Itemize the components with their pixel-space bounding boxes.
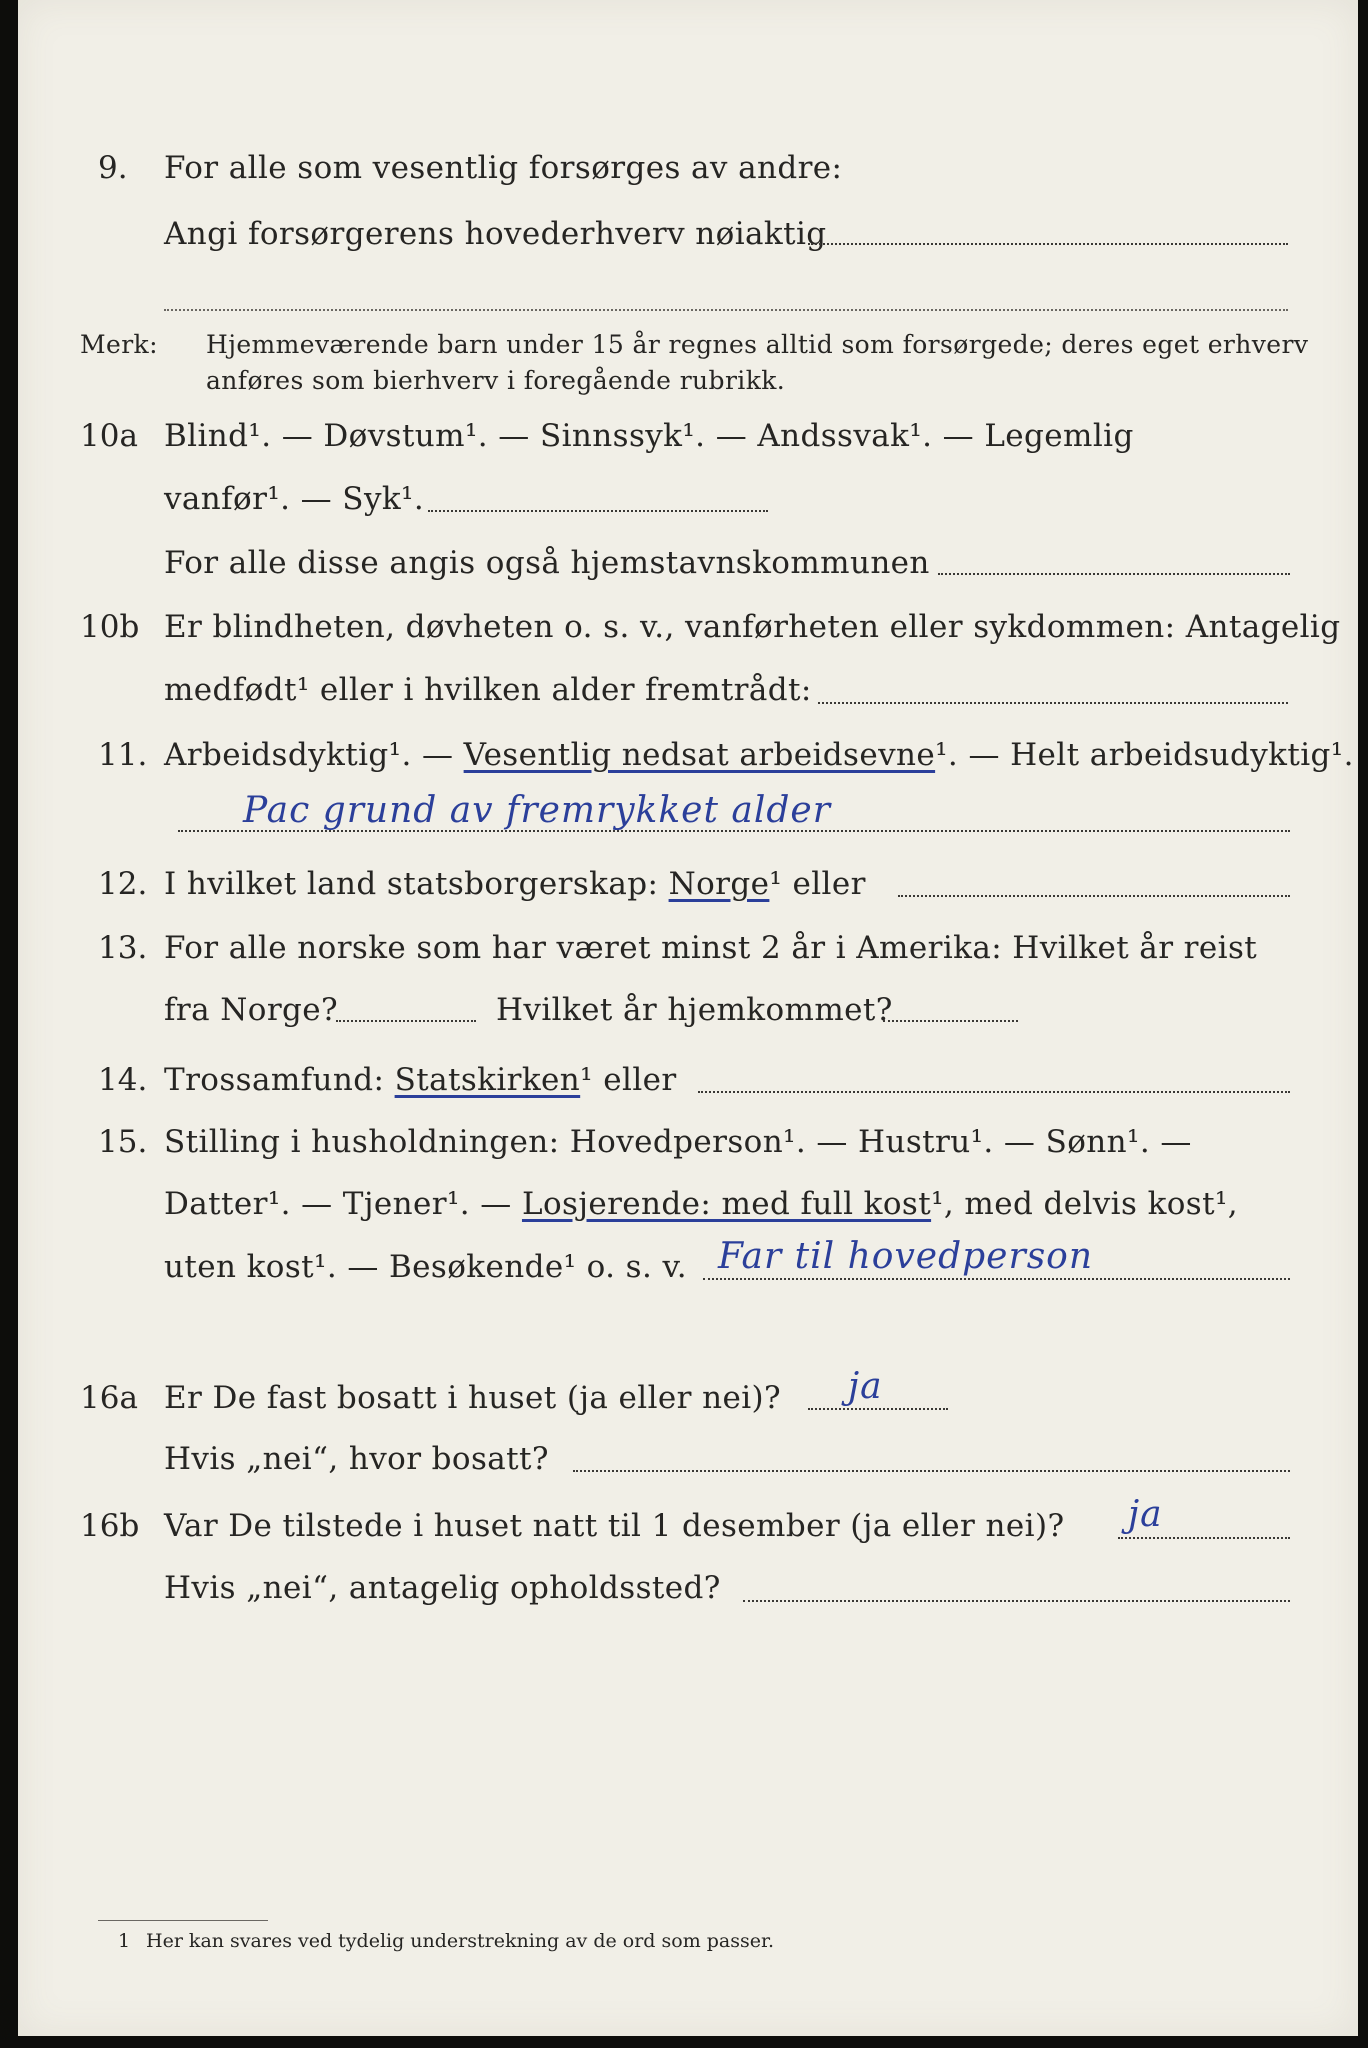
q10a-line2: vanfør¹. — Syk¹. — [164, 481, 425, 517]
q16b-dotted-line — [1118, 1537, 1290, 1539]
q15-line2: Datter¹. — Tjener¹. — Losjerende: med full kost¹, med delvis kost¹, — [164, 1186, 1239, 1222]
q11-underlined-answer: Vesentlig nedsat arbeidsevne — [463, 737, 936, 773]
q16a-line2: Hvis „nei“, hvor bosatt? — [164, 1441, 549, 1477]
q15-line3: uten kost¹. — Besøkende¹ o. s. v. — [164, 1249, 687, 1285]
merk-line2: anføres som bierhverv i foregående rubrikk. — [206, 366, 786, 395]
q12-underlined-answer: Norge — [668, 866, 770, 902]
q10b-dotted-line — [818, 702, 1288, 704]
q10b-line1: Er blindheten, døvheten o. s. v., vanførheten eller sykdommen: Antagelig — [164, 609, 1341, 645]
q14-underlined-answer: Statskirken — [394, 1062, 581, 1098]
q13-line1: For alle norske som har været minst 2 år i Amerika: Hvilket år reist — [164, 930, 1258, 966]
q13-line2a: fra Norge? — [164, 992, 339, 1028]
q13-line2b: Hvilket år hjemkommet? — [496, 992, 893, 1028]
q14-dotted-line — [698, 1091, 1290, 1093]
q11-dotted-line — [178, 830, 1290, 832]
q10b-number: 10b — [80, 609, 140, 645]
q16a-line1: Er De fast bosatt i huset (ja eller nei)? — [164, 1380, 782, 1416]
q10a-line3: For alle disse angis også hjemstavnskommunen — [164, 545, 930, 581]
q16b-number: 16b — [80, 1508, 140, 1544]
q16b-opholdssted-dotted-line — [743, 1600, 1290, 1602]
q9-number: 9. — [98, 150, 128, 186]
q10a-dotted-line — [938, 573, 1290, 575]
q16a-number: 16a — [80, 1380, 138, 1416]
footnote-mark: 1 — [118, 1930, 131, 1952]
q16a-bosatt-dotted-line — [573, 1470, 1290, 1472]
q14-line: Trossamfund: Statskirken¹ eller — [164, 1062, 677, 1098]
q14-number: 14. — [98, 1062, 148, 1098]
census-form-page — [18, 0, 1358, 2036]
q15-dotted-line — [703, 1278, 1290, 1280]
q11-number: 11. — [98, 737, 148, 773]
q16b-line1: Var De tilstede i huset natt til 1 desember (ja eller nei)? — [164, 1508, 1065, 1544]
footnote-rule — [98, 1920, 268, 1921]
q16a-handwritten-answer: ja — [848, 1366, 883, 1407]
q10a-number: 10a — [80, 418, 138, 454]
q16b-line2: Hvis „nei“, antagelig opholdssted? — [164, 1570, 721, 1606]
q11-line1: Arbeidsdyktig¹. — Vesentlig nedsat arbeidsevne¹. — Helt arbeidsudyktig¹. — [164, 737, 1354, 773]
q9-line2: Angi forsørgerens hovederhverv nøiaktig — [164, 216, 827, 252]
q10b-line2: medfødt¹ eller i hvilken alder fremtrådt: — [164, 672, 812, 708]
q10a-line1: Blind¹. — Døvstum¹. — Sinnssyk¹. — Andssvak¹. — Legemlig — [164, 418, 1134, 454]
q9-line1: For alle som vesentlig forsørges av andre: — [164, 150, 843, 186]
q16b-handwritten-answer: ja — [1128, 1494, 1163, 1535]
q12-number: 12. — [98, 866, 148, 902]
q10a-syk-dotted-line — [428, 510, 768, 512]
q12-dotted-line — [898, 895, 1290, 897]
q15-handwritten-answer: Far til hovedperson — [718, 1236, 1094, 1277]
footnote-text: Her kan svares ved tydelig understrekning av de ord som passer. — [146, 1930, 775, 1952]
merk-line1: Hjemmeværende barn under 15 år regnes alltid som forsørgede; deres eget erhverv — [206, 330, 1309, 359]
q13-hjemkommet-dotted-line — [883, 1020, 1018, 1022]
q9-answer-line2 — [164, 309, 1288, 311]
merk-label: Merk: — [80, 330, 158, 359]
q13-reist-dotted-line — [336, 1020, 476, 1022]
q16a-dotted-line — [808, 1408, 948, 1410]
q15-line1: Stilling i husholdningen: Hovedperson¹. — Hustru¹. — Sønn¹. — — [164, 1124, 1192, 1160]
q13-number: 13. — [98, 930, 148, 966]
q12-line: I hvilket land statsborgerskap: Norge¹ eller — [164, 866, 866, 902]
q9-answer-dotted-line — [808, 243, 1288, 245]
q15-underlined-answer: Losjerende: med full kost — [521, 1186, 932, 1222]
q15-number: 15. — [98, 1124, 148, 1160]
q11-handwritten-answer: Pac grund av fremrykket alder — [243, 790, 831, 831]
